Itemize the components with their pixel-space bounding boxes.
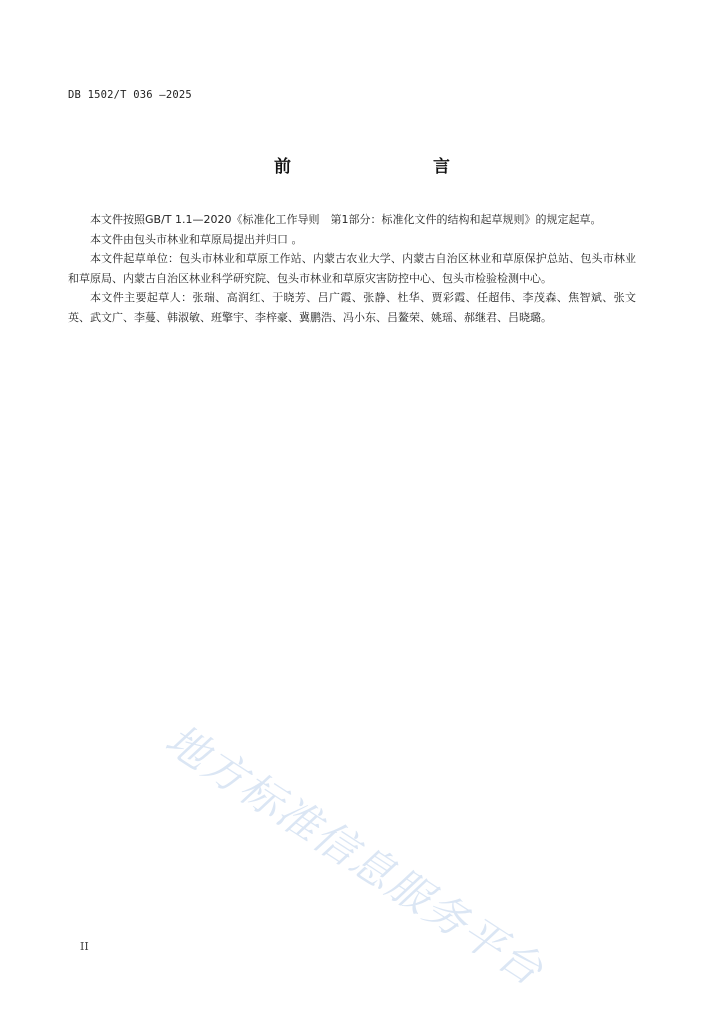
paragraph-proposer: 本文件由包头市林业和草原局提出并归口 。	[90, 232, 303, 246]
watermark: 地方标准信息服务平台	[156, 714, 553, 996]
page-title: 前 言	[274, 157, 486, 177]
foreword-body	[68, 210, 636, 327]
paragraph-drafting-units: 本文件起草单位：包头市林业和草原工作站、内蒙古农业大学、内蒙古自治区林业和草原保护总站、包头市林业和草原局、内蒙古自治区林业科学研究院、包头市林业和草原灾害防控中心、包头市检验检测中心。	[68, 252, 636, 285]
paragraph-drafters: 本文件主要起草人：张瑞、高润红、于晓芳、吕广霞、张静、杜华、贾彩霞、任超伟、李茂森、焦智斌、张文英、武文广、李蔓、韩淑敏、班擎宇、李梓豪、冀鹏浩、冯小东、吕鳌荣、姚瑶、郝继君、吕晓璐。	[68, 291, 636, 324]
document-code: DB 1502/T 036 —2025	[68, 89, 192, 101]
page-number: II	[80, 940, 89, 953]
paragraph-drafting-basis: 本文件按照GB/T 1.1—2020《标准化工作导则 第1部分：标准化文件的结构和起草规则》的规定起草。	[90, 213, 602, 226]
